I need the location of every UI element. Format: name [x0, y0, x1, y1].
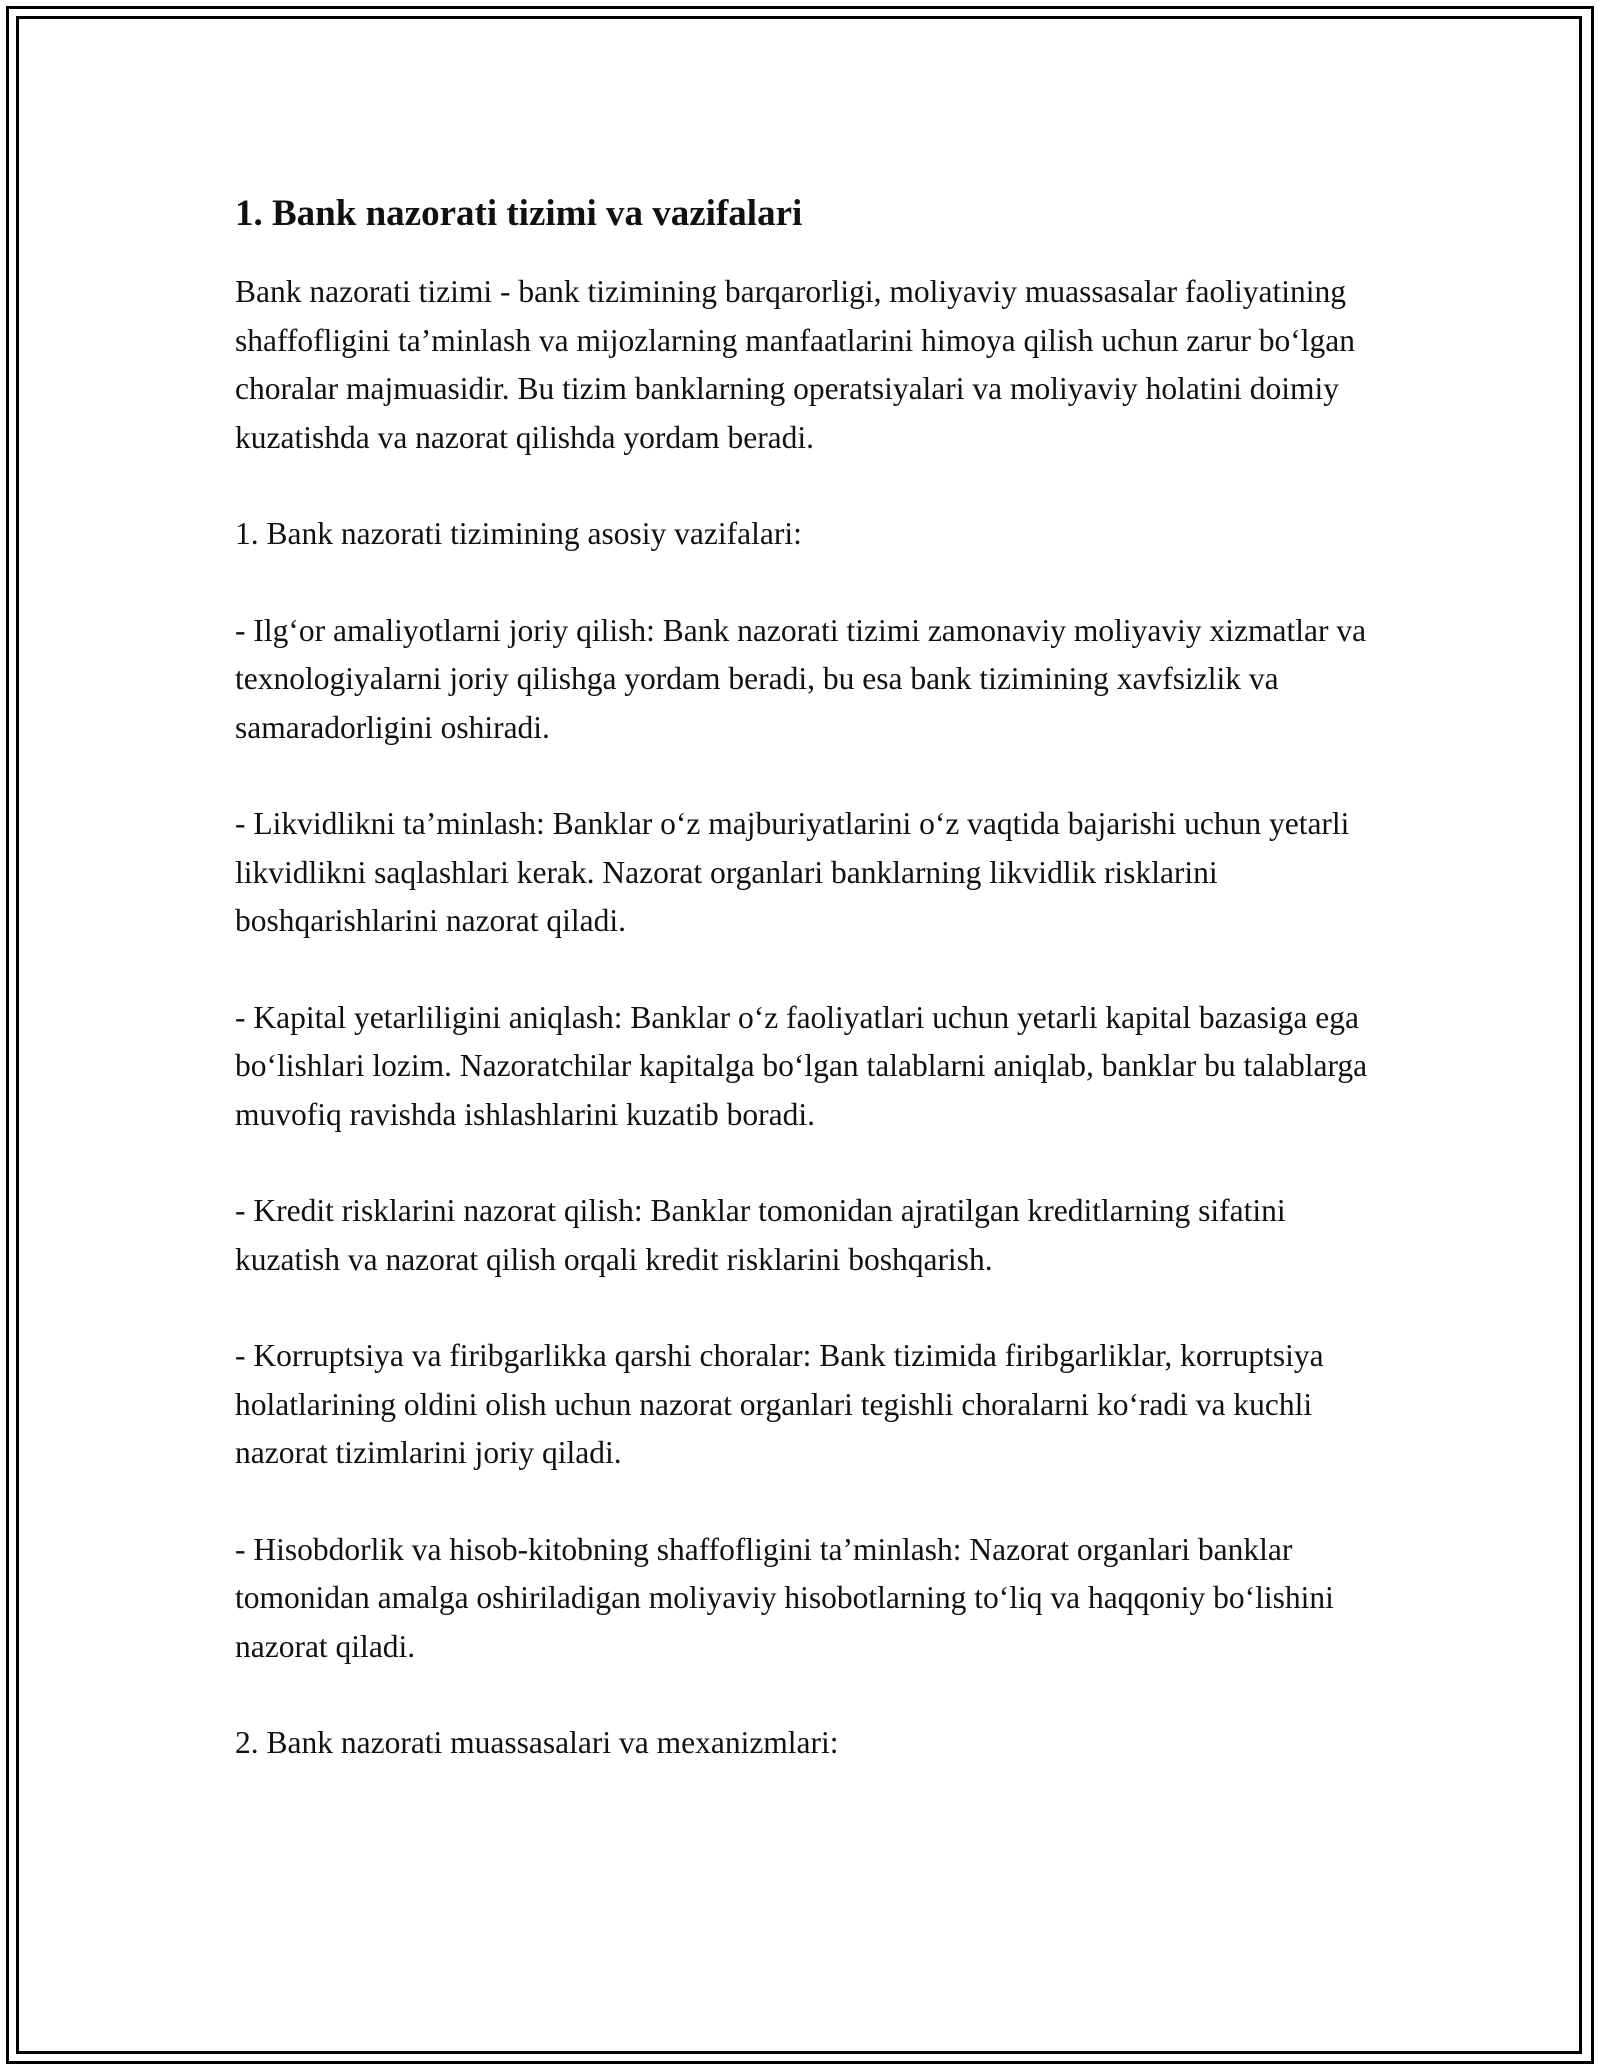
- list-item-credit-risk: - Kredit risklarini nazorat qilish: Banklar tomonidan ajratilgan kreditlarning sifatini kuzatish va nazorat qilish orqali kredit risklarini boshqarish.: [235, 1193, 1286, 1277]
- list-item-best-practices: - Ilgʻor amaliyotlarni joriy qilish: Bank nazorati tizimi zamonaviy moliyaviy xizmatlar va texnologiyalarni joriy qilishga yordam beradi, bu esa bank tizimining xavfsizlik va samaradorligini oshiradi.: [235, 612, 1367, 745]
- list-item-liquidity: - Likvidlikni ta’minlash: Banklar oʻz majburiyatlarini oʻz vaqtida bajarishi uchun yetarli likvidlikni saqlashlari kerak. Nazorat organlari banklarning likvidlik risklarini boshqarishlarini nazorat qiladi.: [235, 806, 1350, 938]
- subsection-title-institutions: 2. Bank nazorati muassasalari va mexanizmlari:: [235, 1725, 839, 1760]
- subsection-title-tasks: 1. Bank nazorati tizimining asosiy vazifalari:: [235, 516, 802, 551]
- section-heading: 1. Bank nazorati tizimi va vazifalari: [235, 193, 803, 234]
- list-item-transparency: - Hisobdorlik va hisob-kitobning shaffofligini ta’minlash: Nazorat organlari banklar tomonidan amalga oshiriladigan moliyaviy hisobotlarning toʻliq va haqqoniy boʻlishini nazorat qiladi.: [235, 1531, 1334, 1664]
- list-item-anti-corruption: - Korruptsiya va firibgarlikka qarshi choralar: Bank tizimida firibgarliklar, korruptsiya holatlarining oldini olish uchun nazorat organlari tegishli choralarni koʻradi va kuchli nazorat tizimlarini joriy qiladi.: [235, 1338, 1324, 1470]
- document-body: [235, 186, 1375, 1816]
- intro-paragraph: Bank nazorati tizimi - bank tizimining barqarorligi, moliyaviy muassasalar faoliyatining shaffofligini ta’minlash va mijozlarning manfaatlarini himoya qilish uchun zarur boʻlgan choralar majmuasidir. Bu tizim banklarning operatsiyalari va moliyaviy holatini doimiy kuzatishda va nazorat qilishda yordam beradi.: [235, 274, 1355, 455]
- list-item-capital-adequacy: - Kapital yetarliligini aniqlash: Banklar oʻz faoliyatlari uchun yetarli kapital bazasiga ega boʻlishlari lozim. Nazoratchilar kapitalga boʻlgan talablarni aniqlab, banklar bu talablarga muvofiq ravishda ishlashlarini kuzatib boradi.: [235, 999, 1368, 1132]
